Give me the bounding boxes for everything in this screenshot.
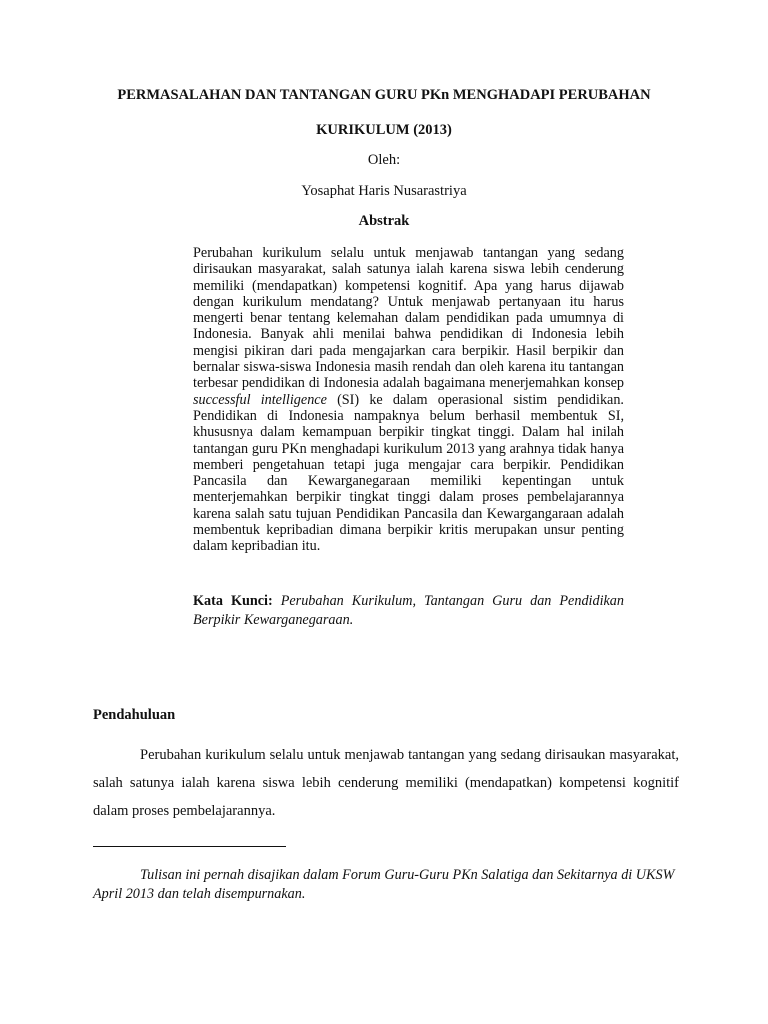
introduction-paragraph: Perubahan kurikulum selalu untuk menjawab tantangan yang sedang dirisaukan masyarakat, salah satunya ialah karena siswa lebih cenderung memiliki (mendapatkan) kompetensi kognitif dalam proses pembelajarannya. [93,747,679,819]
abstract-emphasis: successful intelligence [193,391,327,408]
footnote: Tulisan ini pernah disajikan dalam Forum Guru-Guru PKn Salatiga dan Sekitarnya di UKSW April 2013 dan telah disempurnakan. [93,867,675,902]
abstract-text-part-2: (SI) ke dalam operasional sistim pendidikan. Pendidikan di Indonesia nampaknya belum berhasil membentuk SI, khususnya dalam kemampuan berpikir tingkat tinggi. Dalam hal inilah tantangan guru PKn menghadapi kurikulum 2013 yang arahnya tidak hanya memberi pengetahuan tetapi juga mengajar cara berpikir. Pendidikan Pancasila dan Kewarganegaraan memiliki kepentingan untuk menterjemahkan berpikir tingkat tinggi dalam proses pembelajarannya karena salah satu tujuan Pendidikan Pancasila dan Kewargangaraan adalah membentuk kepribadian dimana berpikir kritis merupakan unsur penting dalam kepribadian itu. [193,391,624,555]
keywords [193,592,624,630]
abstract-heading: Abstrak [358,213,410,229]
paper-title-line-1: PERMASALAHAN DAN TANTANGAN GURU PKn MENGHADAPI PERUBAHAN [117,87,651,103]
footnote-divider [93,846,286,847]
paper-title-line-2: KURIKULUM (2013) [316,122,452,138]
author-name: Yosaphat Haris Nusarastriya [301,183,467,199]
section-heading-introduction: Pendahuluan [93,707,176,723]
byline-label: Oleh: [367,152,401,168]
keywords-text: Perubahan Kurikulum, Tantangan Guru dan Pendidikan Berpikir Kewarganegaraan. [193,593,624,628]
keywords-label: Kata Kunci: [193,593,273,609]
abstract-body [193,245,624,555]
abstract-text-part-1: Perubahan kurikulum selalu untuk menjawab tantangan yang sedang dirisaukan masyarakat, salah satunya ialah karena siswa lebih cenderung memiliki (mendapatkan) kompetensi kognitif. Apa yang harus dijawab dengan kurikulum mendatang? Untuk menjawab pertanyaan itu harus mengerti benar tentang kelemahan dalam pendidikan pada umumnya di Indonesia. Banyak ahli menilai bahwa pendidikan di Indonesia lebih mengisi pikiran dari pada mengajarkan cara berpikir. Hasil berpikir dan bernalar siswa-siswa Indonesia masih rendah dan oleh karena itu tantangan terbesar pendidikan di Indonesia adalah bagaimana menerjemahkan konsep [193,245,624,392]
